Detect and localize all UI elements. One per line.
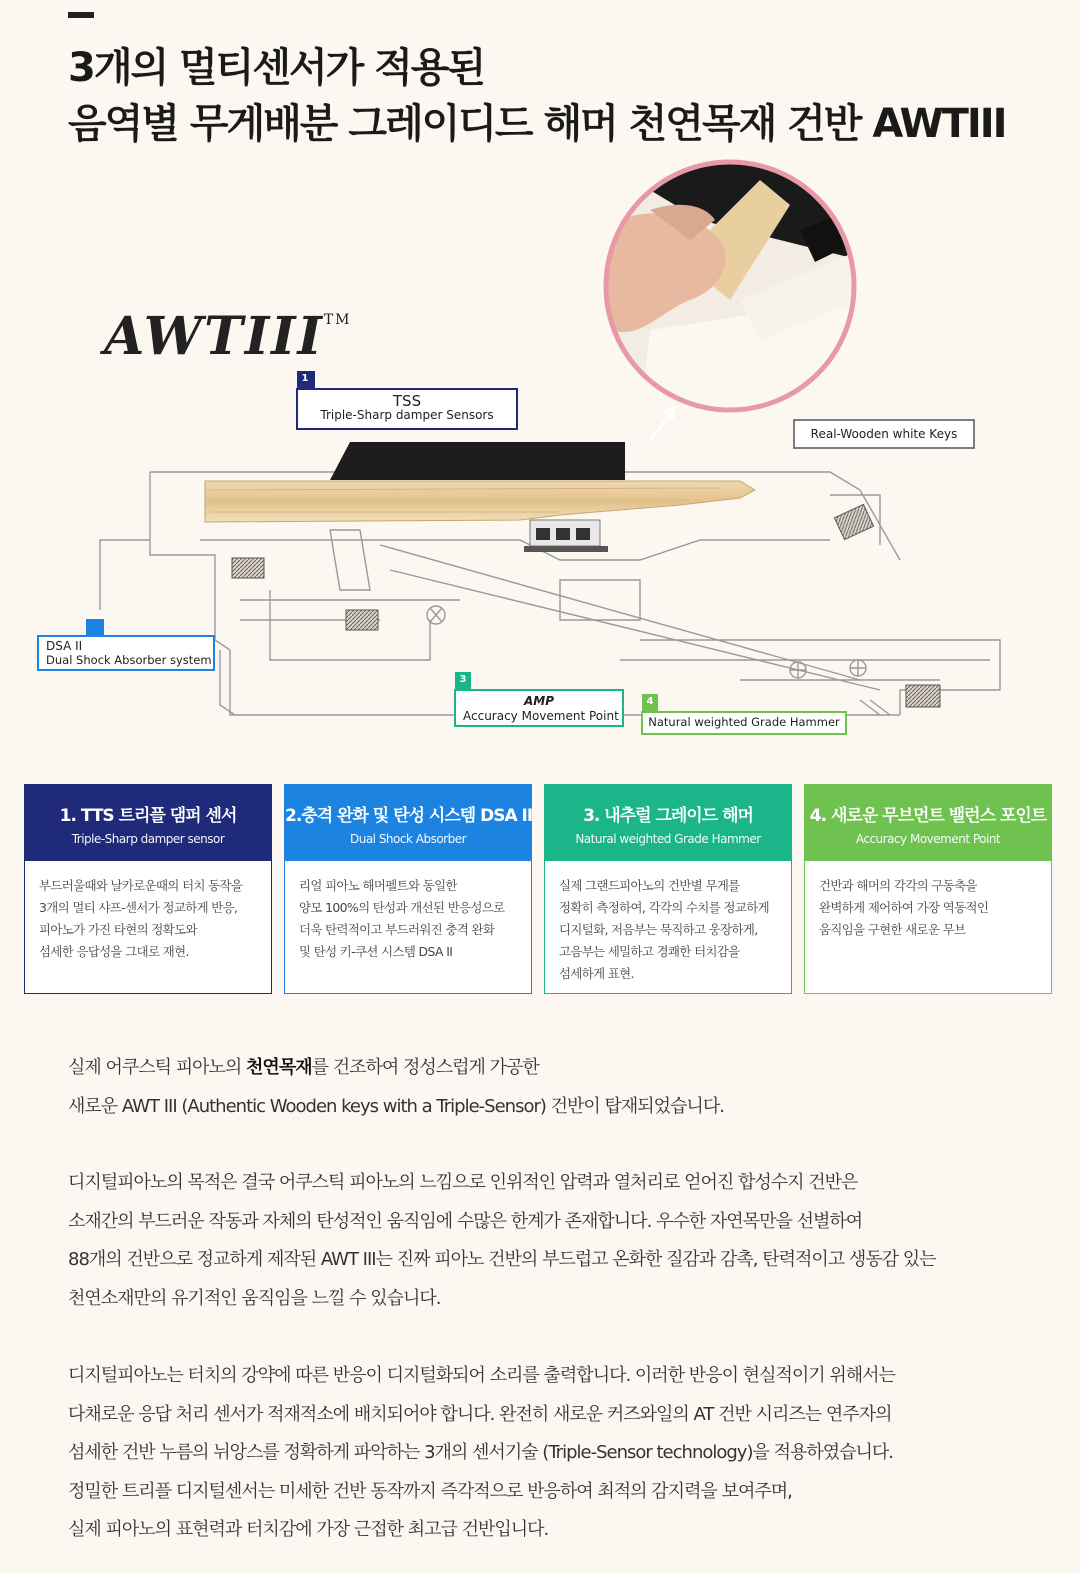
dsa-label <box>40 637 212 669</box>
feature-line: 실제 그랜드피아노의 건반별 무게를 <box>559 878 740 893</box>
paragraph-line: 정밀한 트리플 디지털센서는 미세한 건반 동작까지 즉각적으로 반응하여 최적의 감지력을 보여주며, <box>68 1480 792 1502</box>
paragraph-line: 88개의 건반으로 정교하게 제작된 AWT III는 진짜 피아노 건반의 부드럽고 온화한 질감과 감촉, 탄력적이고 생동감 있는 <box>68 1249 936 1270</box>
label-number: 1 <box>301 373 309 384</box>
hammer-label: Natural weighted Grade Hammer <box>648 715 840 729</box>
feature-card-header <box>805 785 1051 861</box>
feature-subtitle: Accuracy Movement Point <box>855 832 1001 846</box>
wooden-key <box>205 481 755 522</box>
feature-cards <box>24 784 1054 996</box>
feature-line: 부드러울때와 날카로운때의 터치 동작을 <box>39 878 243 893</box>
amp-label <box>457 692 621 726</box>
hammer-felt <box>906 685 940 707</box>
keyboard-mechanism-diagram <box>0 150 1080 750</box>
feature-line: 완벽하게 제어하여 가장 역동적인 <box>819 900 989 915</box>
paragraph-line: 실제 피아노의 표현력과 터치감에 가장 근접한 최고급 건반입니다. <box>68 1519 549 1540</box>
paragraph-line: 천연소재만의 유기적인 움직임을 느낄 수 있습니다. <box>68 1287 441 1309</box>
feature-card-header <box>285 785 531 861</box>
amp-label-name: AMP <box>523 694 555 708</box>
paragraph-line: 디지털피아노는 터치의 강약에 따른 반응이 디지털화되어 소리를 출력합니다. 이러한 반응이 현실적이기 위해서는 <box>68 1365 895 1386</box>
feature-title: 2.충격 완화 및 탄성 시스템 DSA II <box>285 806 533 826</box>
felt-pad <box>232 558 264 578</box>
paragraph-line <box>68 1049 724 1088</box>
paragraph-line: 다채로운 응답 처리 센서가 적재적소에 배치되어야 합니다. 완전히 새로운 커즈와일의 AT 건반 시리즈는 연주자의 <box>68 1403 892 1425</box>
paragraph-purpose <box>68 1164 936 1318</box>
feature-card-amp <box>804 784 1052 994</box>
feature-line: 3개의 멀티 샤프-센서가 정교하게 반응, <box>39 900 238 915</box>
feature-line: 섬세한 응답성을 그대로 재현. <box>39 944 189 959</box>
feature-line: 건반과 해머의 각각의 구동축을 <box>819 878 977 893</box>
paragraph-line: 새로운 AWT III (Authentic Wooden keys with a Triple-Sensor) 건반이 탑재되었습니다. <box>68 1095 724 1117</box>
paragraph-line: 섬세한 건반 누름의 뉘앙스를 정확하게 파악하는 3개의 센서기술 (Triple-Sensor technology)을 적용하였습니다. <box>68 1442 894 1463</box>
black-key <box>330 442 625 480</box>
feature-line: 디지털화, 저음부는 묵직하고 웅장하게, <box>559 922 758 937</box>
feature-line: 고음부는 세밀하고 경쾌한 터치감을 <box>559 944 740 959</box>
feature-card-dsa <box>284 784 532 994</box>
feature-title: 3. 내추럴 그레이드 해머 <box>583 806 753 826</box>
feature-line: 섬세하게 표현. <box>559 966 634 981</box>
paragraph-line: 디지털피아노의 목적은 결국 어쿠스틱 피아노의 느낌으로 인위적인 압력과 열처리로 얻어진 합성수지 건반은 <box>68 1172 858 1193</box>
keyboard-closeup-photo <box>600 160 860 420</box>
emphasis-text: 천연목재 <box>246 1057 312 1078</box>
text-span: 실제 어쿠스틱 피아노의 <box>68 1057 247 1078</box>
feature-description <box>805 861 1051 941</box>
feature-card-header <box>25 785 271 861</box>
page-title <box>68 40 1006 152</box>
amp-label-sub: Accuracy Movement Point <box>463 709 619 723</box>
felt-pad <box>834 504 873 539</box>
real-wooden-keys-label: Real-Wooden white Keys <box>810 427 958 441</box>
awt-logo <box>104 306 352 367</box>
feature-description <box>25 861 271 963</box>
feature-line: 정확히 측정하여, 각각의 수치를 정교하게 <box>559 900 769 915</box>
feature-line: 더욱 탄력적이고 부드러워진 충격 완화 <box>299 922 495 937</box>
feature-line: 양모 100%의 탄성과 개선된 반응성으로 <box>299 900 505 915</box>
feature-card-hammer <box>544 784 792 994</box>
feature-line: 및 탄성 키-쿠션 시스템 DSA II <box>299 944 453 959</box>
accent-bar <box>68 12 94 18</box>
feature-title: 1. TTS 트리플 댐퍼 센서 <box>59 806 237 826</box>
feature-card-header <box>545 785 791 861</box>
feature-subtitle: Triple-Sharp damper sensor <box>71 832 225 846</box>
feature-subtitle: Dual Shock Absorber <box>349 832 467 846</box>
tss-label-sub: Triple-Sharp damper Sensors <box>320 408 494 422</box>
paragraph-line: 소재간의 부드러운 작동과 자체의 탄성적인 움직임에 수많은 한계가 존재합니다. 우수한 자연목만을 선별하여 <box>68 1210 863 1232</box>
dsa-label-name: DSA II <box>46 639 83 653</box>
feature-line: 리얼 피아노 해머펠트와 동일한 <box>299 878 457 893</box>
trademark-mark: TM <box>323 312 352 328</box>
feature-description <box>545 861 791 985</box>
title-line-2: 음역별 무게배분 그레이디드 해머 천연목재 건반 AWTIII <box>68 101 1006 147</box>
feature-card-tts <box>24 784 272 994</box>
awt-logo-text: AWTIII <box>104 306 324 367</box>
text-span: 를 건조하여 정성스럽게 가공한 <box>311 1057 539 1078</box>
paragraph-sensor <box>68 1357 895 1550</box>
feature-line: 피아노가 가진 타현의 정확도와 <box>39 922 197 937</box>
felt-pad <box>346 610 378 630</box>
feature-line: 움직임을 구현한 새로운 무브 <box>819 922 966 937</box>
label-number: 4 <box>646 696 654 707</box>
feature-description <box>285 861 531 963</box>
triple-sensor-board <box>524 520 608 552</box>
paragraph-intro <box>68 1049 724 1126</box>
title-line-1: 3개의 멀티센서가 적용된 <box>68 45 485 91</box>
feature-subtitle: Natural weighted Grade Hammer <box>575 832 761 846</box>
tss-label <box>299 391 515 425</box>
feature-title: 4. 새로운 무브먼트 밸런스 포인트 <box>809 806 1047 826</box>
dsa-label-sub: Dual Shock Absorber system <box>46 653 212 667</box>
tss-label-name: TSS <box>392 392 422 410</box>
label-number: 3 <box>459 674 467 685</box>
